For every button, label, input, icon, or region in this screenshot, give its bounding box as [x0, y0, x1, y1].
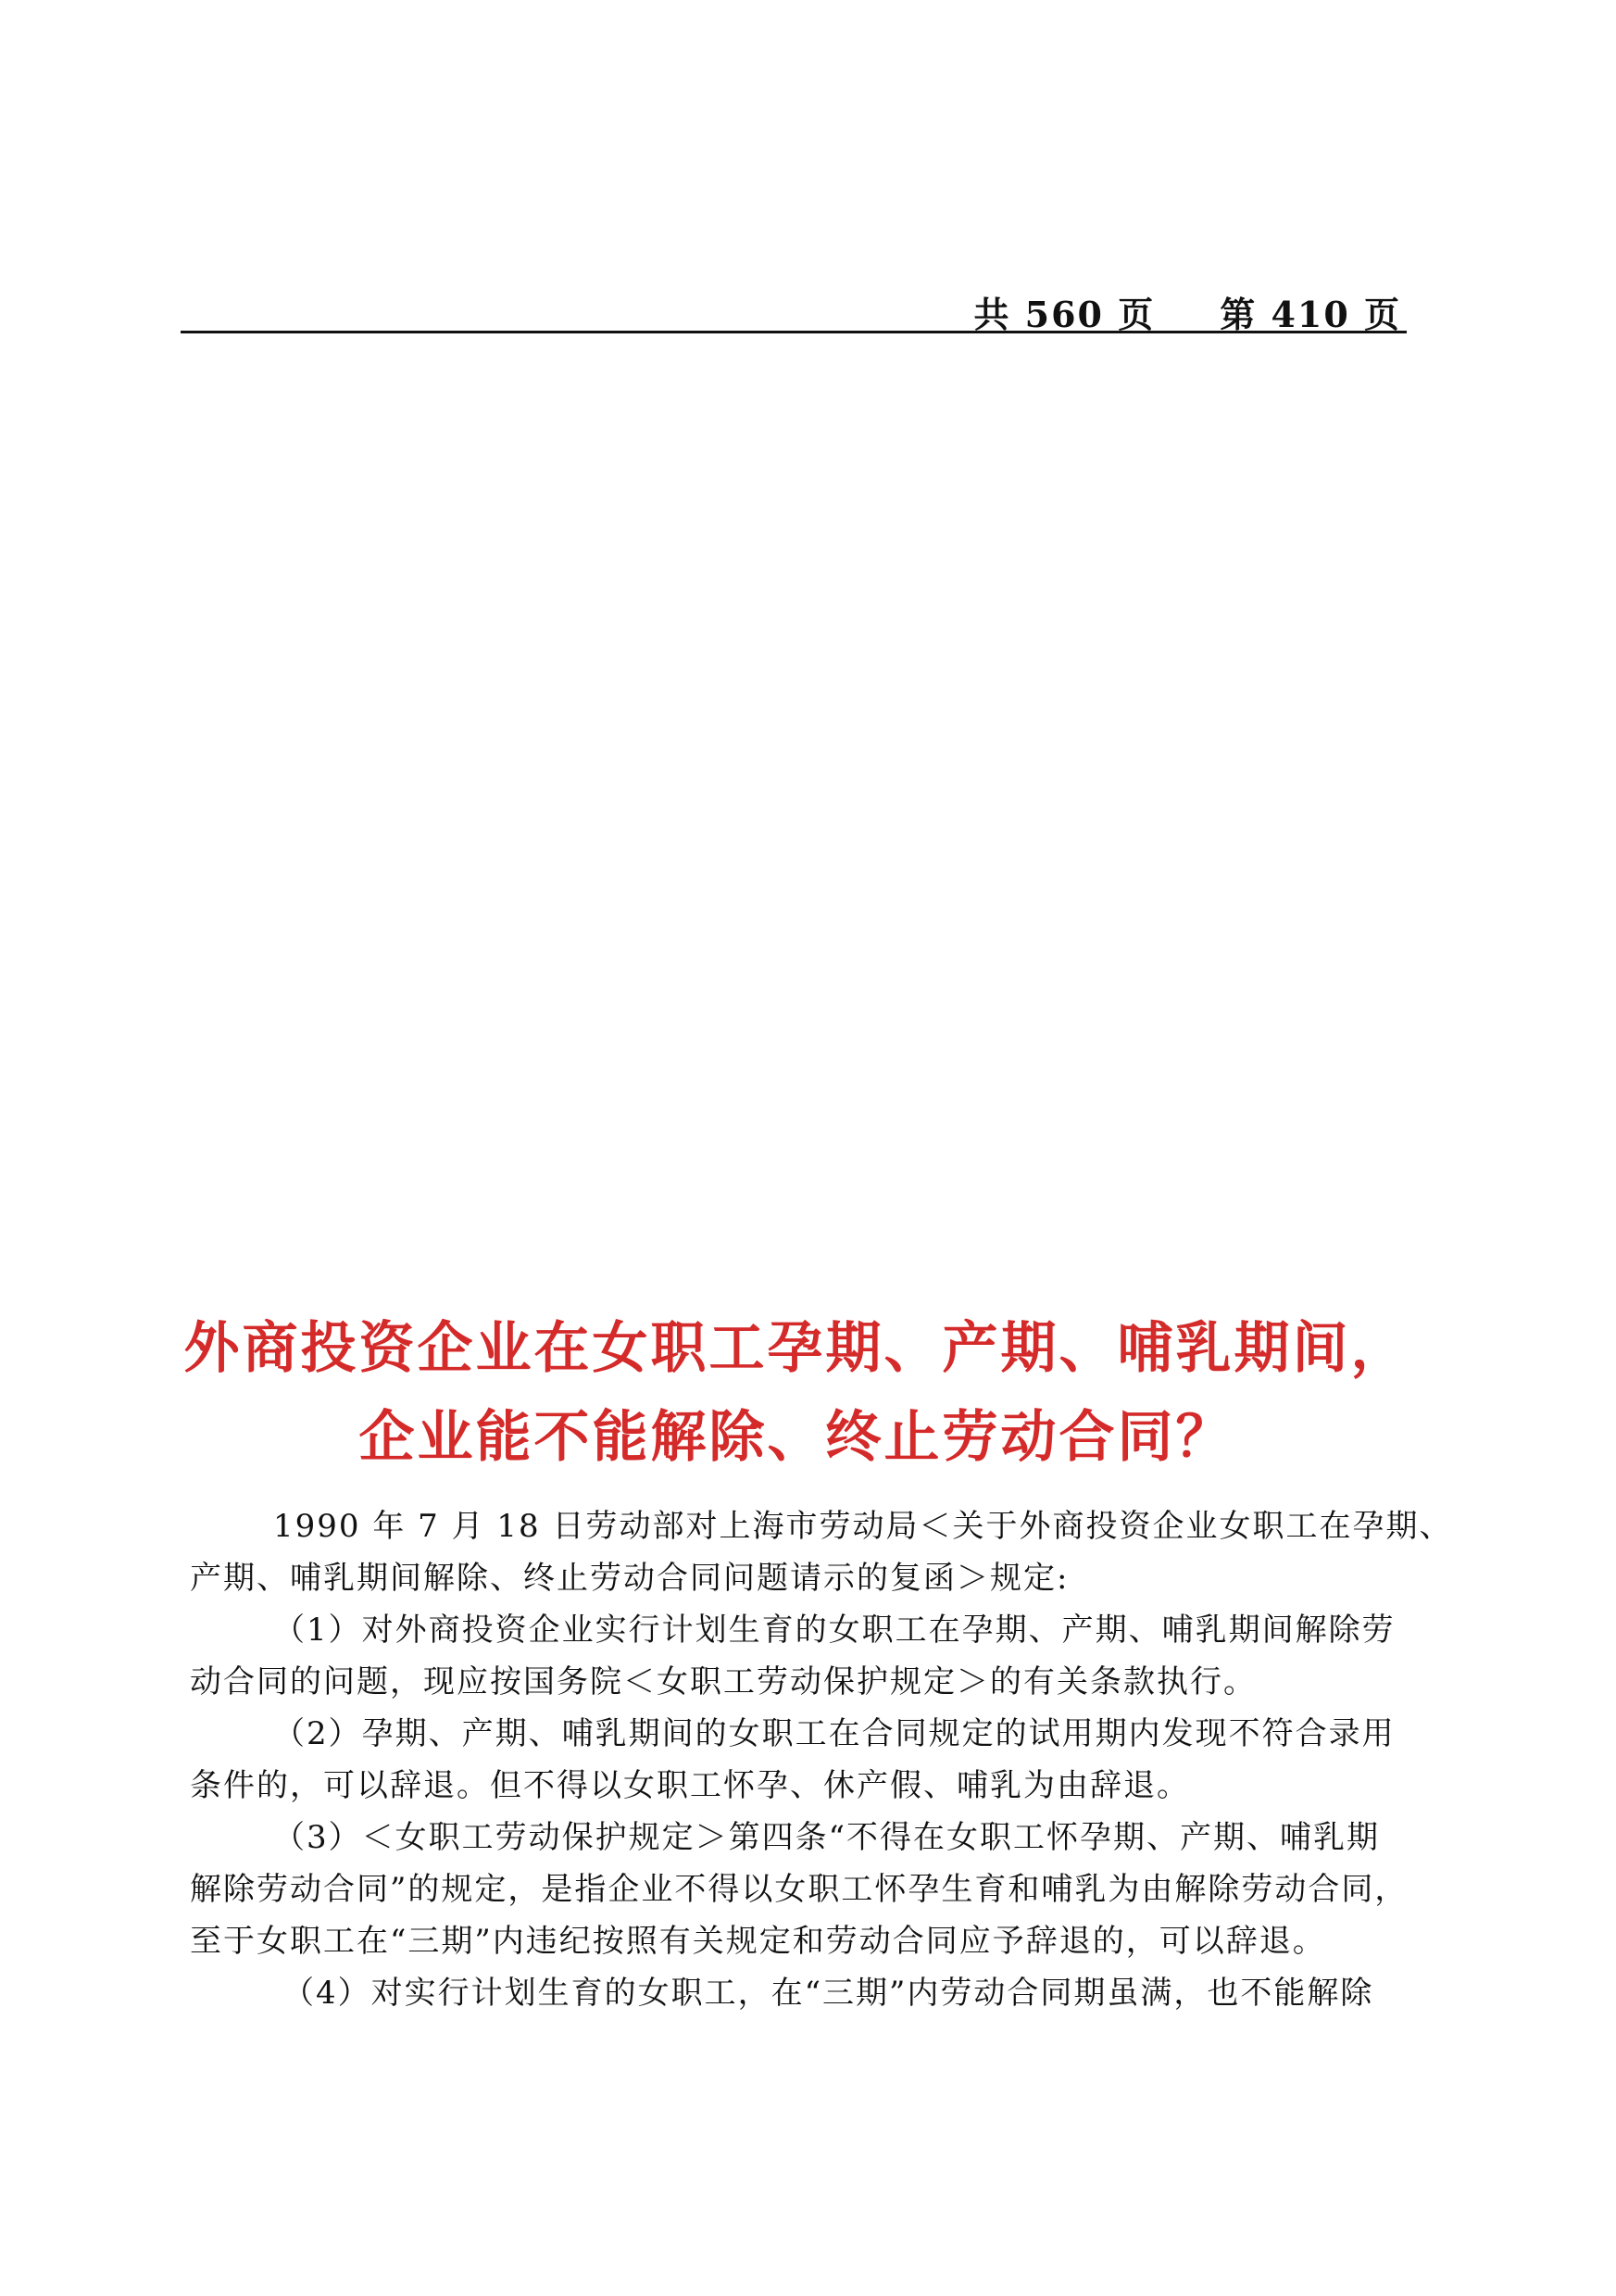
article-title	[139, 1304, 1454, 1482]
body-line: 至于女职工在“三期”内违纪按照有关规定和劳动合同应予辞退的，可以辞退。	[190, 1923, 1326, 1960]
body-line: （2）孕期、产期、哺乳期间的女职工在合同规定的试用期内发现不符合录用	[273, 1715, 1396, 1752]
article-body	[190, 1500, 1453, 2019]
total-pages: 共 560 页	[973, 294, 1156, 335]
body-line: （1）对外商投资企业实行计划生育的女职工在孕期、产期、哺乳期间解除劳	[273, 1612, 1396, 1649]
body-line: 产期、哺乳期间解除、终止劳动合同问题请示的复函＞规定:	[190, 1560, 1070, 1597]
title-line-2: 企业能不能解除、终止劳动合同？	[358, 1405, 1234, 1470]
page-counter	[973, 286, 1401, 337]
body-line: 解除劳动合同”的规定，是指企业不得以女职工怀孕生育和哺乳为由解除劳动合同，	[190, 1871, 1409, 1908]
title-line-1: 外商投资企业在女职工孕期、产期、哺乳期间，	[183, 1316, 1409, 1381]
body-line: 条件的，可以辞退。但不得以女职工怀孕、休产假、哺乳为由辞退。	[190, 1767, 1190, 1804]
page-header	[181, 282, 1407, 333]
body-line: 动合同的问题，现应按国务院＜女职工劳动保护规定＞的有关条款执行。	[190, 1663, 1257, 1700]
body-line: 1990 年 7 月 18 日劳动部对上海市劳动局＜关于外商投资企业女职工在孕期、	[273, 1508, 1453, 1545]
current-page: 第 410 页	[1220, 294, 1401, 335]
body-line: （3）＜女职工劳动保护规定＞第四条“不得在女职工怀孕期、产期、哺乳期	[273, 1819, 1381, 1856]
body-line: （4）对实行计划生育的女职工，在“三期”内劳动合同期虽满，也不能解除	[282, 1975, 1374, 2012]
